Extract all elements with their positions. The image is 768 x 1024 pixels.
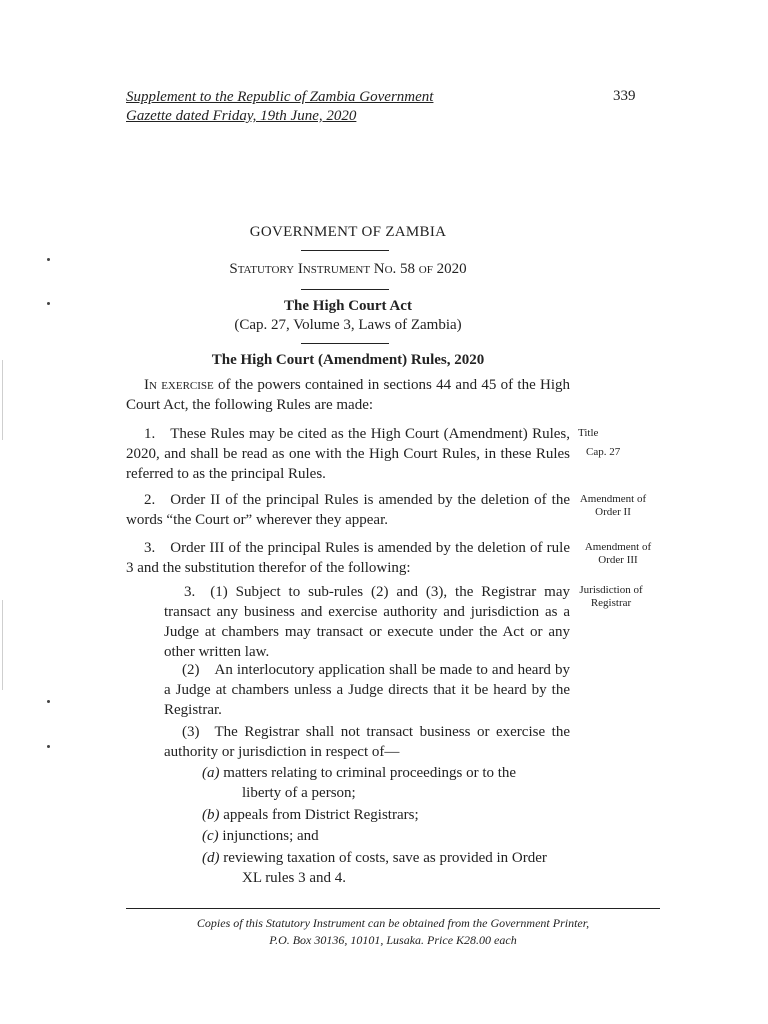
margin-note-jurisdiction: Jurisdiction of Registrar: [579, 584, 643, 609]
gazette-header: [126, 88, 546, 126]
scan-speck: [47, 258, 50, 261]
footer-line-2: P.O. Box 30136, 10101, Lusaka. Price K28.00 each: [269, 933, 517, 947]
header-line-2: Gazette dated Friday, 19th June, 2020: [126, 108, 357, 124]
item-text: injunctions; and: [222, 828, 319, 844]
footer-note: [126, 915, 660, 949]
section-1: 1. These Rules may be cited as the High Court (Amendment) Rules, 2020, and shall be read as one with the High Court Rules, in these Rules referred to as the principal Rules.: [126, 426, 570, 482]
header-line-1: Supplement to the Republic of Zambia Government: [126, 89, 434, 105]
sub-rule-3: (3) The Registrar shall not transact business or exercise the authority or jurisdiction in respect of—: [164, 724, 570, 760]
rules-title: The High Court (Amendment) Rules, 2020: [211, 352, 485, 368]
item-label: (c): [202, 828, 219, 844]
margin-note-amendment-order-iii: Amendment of Order III: [584, 541, 652, 566]
item-label: (a): [202, 765, 220, 781]
scan-edge: [2, 360, 3, 440]
list-item-b: [202, 805, 570, 825]
item-text-continued: XL rules 3 and 4.: [242, 870, 347, 886]
scan-speck: [47, 302, 50, 305]
margin-note-amendment-order-ii: Amendment of Order II: [579, 493, 647, 518]
act-subtitle: (Cap. 27, Volume 3, Laws of Zambia): [234, 317, 462, 333]
government-heading: GOVERNMENT OF ZAMBIA: [249, 224, 447, 240]
list-item-c: [202, 826, 570, 846]
preamble-lead: In exercise: [144, 377, 214, 393]
list-item-a: [202, 763, 570, 803]
margin-note-title: Title: [578, 427, 599, 439]
scan-edge: [2, 600, 3, 690]
scan-speck: [47, 700, 50, 703]
item-text: appeals from District Registrars;: [223, 807, 419, 823]
page-number: 339: [613, 88, 636, 104]
item-label: (b): [202, 807, 220, 823]
preamble: [126, 375, 570, 415]
divider: [301, 289, 389, 290]
item-text-continued: liberty of a person;: [242, 785, 356, 801]
list-item-d: [202, 848, 570, 888]
footer-line-1: Copies of this Statutory Instrument can be obtained from the Government Printer,: [196, 916, 590, 930]
preamble-text: of the powers contained in sections 44 and 45 of the High Court Act, the following Rules are made:: [126, 377, 571, 413]
item-text: reviewing taxation of costs, save as provided in Order: [223, 850, 547, 866]
act-title: The High Court Act: [284, 298, 412, 314]
sub-rule-2: (2) An interlocutory application shall be made to and heard by a Judge at chambers unless a Judge directs that it be heard by the Registrar.: [164, 662, 570, 718]
divider: [301, 343, 389, 344]
divider: [301, 250, 389, 251]
footer-divider: [126, 908, 660, 909]
statutory-instrument-number: Statutory Instrument No. 58 of 2020: [229, 261, 467, 277]
item-label: (d): [202, 850, 220, 866]
section-2: 2. Order II of the principal Rules is amended by the deletion of the words “the Court or” wherever they appear.: [126, 492, 570, 528]
section-3: 3. Order III of the principal Rules is amended by the deletion of rule 3 and the substitution therefor of the following:: [126, 540, 570, 576]
margin-note-cap: Cap. 27: [586, 446, 621, 458]
sub-rule-1: 3. (1) Subject to sub-rules (2) and (3), the Registrar may transact any business and exercise authority and jurisdiction as a Judge at chambers may transact or execute under the Act or any other written law.: [164, 584, 570, 660]
item-text: matters relating to criminal proceedings or to the: [223, 765, 517, 781]
scan-speck: [47, 745, 50, 748]
